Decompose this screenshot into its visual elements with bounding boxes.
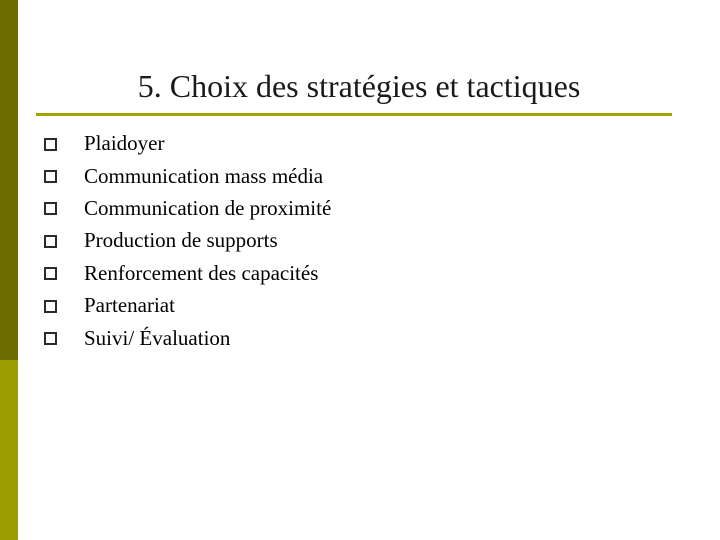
- list-item: [44, 321, 331, 353]
- list-item-label: Partenariat: [84, 293, 175, 318]
- square-bullet-icon: [44, 267, 57, 280]
- square-bullet-icon: [44, 170, 57, 183]
- list-item-label: Plaidoyer: [84, 131, 165, 156]
- list-item: [44, 257, 331, 289]
- list-item-label: Communication mass média: [84, 163, 324, 188]
- left-accent-bar-top: [0, 0, 18, 360]
- left-accent-bar-bottom: [0, 360, 18, 540]
- title-underline: [36, 113, 672, 116]
- list-item: [44, 159, 331, 191]
- bullet-list: [44, 127, 331, 354]
- square-bullet-icon: [44, 332, 57, 345]
- square-bullet-icon: [44, 235, 57, 248]
- list-item-label: Suivi/ Évaluation: [84, 325, 231, 350]
- list-item: [44, 289, 331, 321]
- list-item-label: Communication de proximité: [84, 195, 332, 220]
- square-bullet-icon: [44, 300, 57, 313]
- list-item: [44, 192, 331, 224]
- square-bullet-icon: [44, 138, 57, 151]
- list-item-label: Production de supports: [84, 228, 278, 253]
- list-item: [44, 224, 331, 256]
- slide-title: 5. Choix des stratégies et tactiques: [137, 68, 581, 104]
- square-bullet-icon: [44, 202, 57, 215]
- list-item-label: Renforcement des capacités: [84, 260, 319, 285]
- list-item: [44, 127, 331, 159]
